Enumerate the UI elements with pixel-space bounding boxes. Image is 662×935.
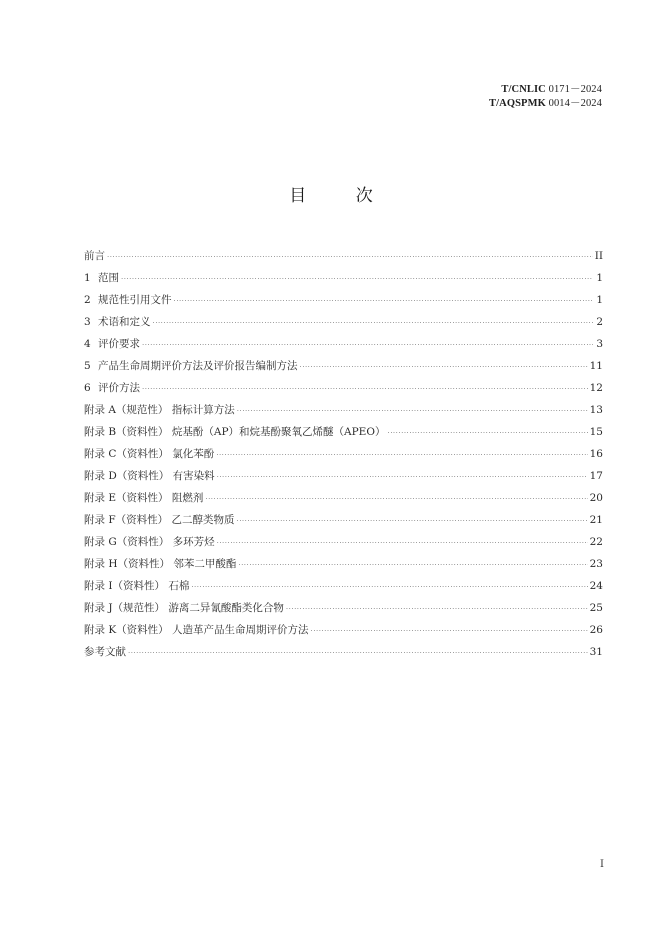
- toc-entry[interactable]: [84, 377, 603, 399]
- toc-entry-label: 评价方法: [98, 382, 140, 394]
- toc-entry-page: 1: [596, 272, 603, 284]
- toc-entry-label: 前言: [84, 250, 105, 262]
- toc-entry-label: 产品生命周期评价方法及评价报告编制方法: [98, 360, 298, 372]
- toc-entry-number: 3: [84, 316, 91, 328]
- toc-entry[interactable]: [84, 619, 603, 641]
- toc-entry-label: 附录 A（规范性） 指标计算方法: [84, 404, 235, 416]
- toc-entry-number: 1: [84, 272, 91, 284]
- toc-entry-label: 附录 F（资料性） 乙二醇类物质: [84, 514, 235, 526]
- toc-entry-number: 5: [84, 360, 91, 372]
- toc-entry-label: 术语和定义: [98, 316, 151, 328]
- toc-entry[interactable]: [84, 311, 603, 333]
- table-of-contents: [84, 245, 603, 663]
- toc-entry-page: 12: [589, 382, 603, 394]
- toc-entry-page: 26: [589, 624, 603, 636]
- toc-entry-page: 21: [589, 514, 603, 526]
- toc-entry-number: 4: [84, 338, 91, 350]
- toc-entry-page: 13: [589, 404, 603, 416]
- toc-entry-page: 20: [589, 492, 603, 504]
- toc-entry[interactable]: [84, 553, 603, 575]
- toc-entry-page: II: [594, 250, 603, 262]
- toc-entry-page: 24: [589, 580, 603, 592]
- toc-entry[interactable]: [84, 399, 603, 421]
- toc-entry-label: 附录 G（资料性） 多环芳烃: [84, 536, 215, 548]
- toc-entry[interactable]: [84, 487, 603, 509]
- toc-leader-dots: [153, 312, 594, 334]
- toc-entry-label: 附录 K（资料性） 人造革产品生命周期评价方法: [84, 624, 309, 636]
- toc-entry-label: 附录 D（资料性） 有害染料: [84, 470, 215, 482]
- toc-entry-label: 附录 H（资料性） 邻苯二甲酸酯: [84, 558, 237, 570]
- toc-leader-dots: [174, 290, 594, 312]
- toc-leader-dots: [191, 576, 587, 598]
- toc-entry[interactable]: [84, 597, 603, 619]
- toc-entry-label: 附录 B（资料性） 烷基酚（AP）和烷基酚聚氧乙烯醚（APEO）: [84, 426, 386, 438]
- toc-entry[interactable]: [84, 245, 603, 267]
- page-title: 目 次: [289, 186, 395, 206]
- toc-entry-label: 范围: [98, 272, 119, 284]
- toc-entry[interactable]: [84, 443, 603, 465]
- toc-leader-dots: [236, 510, 587, 532]
- toc-leader-dots: [121, 268, 593, 290]
- toc-entry-label: 附录 J（规范性） 游离二异氰酸酯类化合物: [84, 602, 284, 614]
- page-number: I: [600, 859, 604, 870]
- toc-leader-dots: [107, 246, 593, 268]
- toc-leader-dots: [217, 532, 588, 554]
- toc-entry-page: 22: [589, 536, 603, 548]
- toc-entry-page: 17: [589, 470, 603, 482]
- toc-entry-page: 3: [596, 338, 603, 350]
- toc-entry-page: 16: [589, 448, 603, 460]
- toc-entry[interactable]: [84, 289, 603, 311]
- toc-leader-dots: [286, 598, 588, 620]
- toc-entry[interactable]: [84, 421, 603, 443]
- toc-entry-page: 11: [589, 360, 603, 372]
- toc-leader-dots: [216, 444, 587, 466]
- toc-entry-label: 附录 E（资料性） 阻燃剂: [84, 492, 204, 504]
- toc-entry-page: 31: [589, 646, 603, 658]
- toc-entry-page: 25: [589, 602, 603, 614]
- toc-leader-dots: [300, 356, 588, 378]
- standard-code: T/CNLIC 0171－2024: [501, 84, 602, 95]
- toc-leader-dots: [238, 554, 587, 576]
- toc-leader-dots: [205, 488, 587, 510]
- toc-leader-dots: [142, 334, 593, 356]
- toc-entry[interactable]: [84, 641, 603, 663]
- toc-entry-label: 规范性引用文件: [98, 294, 172, 306]
- toc-leader-dots: [387, 422, 587, 444]
- toc-leader-dots: [237, 400, 588, 422]
- toc-entry-label: 附录 C（资料性） 氯化苯酚: [84, 448, 215, 460]
- toc-entry[interactable]: [84, 465, 603, 487]
- toc-entry-page: 1: [596, 294, 603, 306]
- toc-entry-label: 参考文献: [84, 646, 126, 658]
- toc-entry-number: 2: [84, 294, 91, 306]
- toc-entry[interactable]: [84, 333, 603, 355]
- toc-entry[interactable]: [84, 267, 603, 289]
- toc-entry[interactable]: [84, 531, 603, 553]
- toc-leader-dots: [311, 620, 588, 642]
- toc-leader-dots: [217, 466, 588, 488]
- standard-code: T/AQSPMK 0014－2024: [489, 98, 602, 109]
- toc-entry[interactable]: [84, 575, 603, 597]
- toc-entry-label: 评价要求: [98, 338, 140, 350]
- toc-leader-dots: [128, 642, 588, 664]
- toc-entry-page: 2: [596, 316, 603, 328]
- standard-codes: [489, 83, 602, 111]
- toc-entry-page: 23: [589, 558, 603, 570]
- toc-entry-label: 附录 I（资料性） 石棉: [84, 580, 190, 592]
- toc-entry[interactable]: [84, 355, 603, 377]
- toc-leader-dots: [142, 378, 588, 400]
- toc-entry-number: 6: [84, 382, 91, 394]
- toc-entry[interactable]: [84, 509, 603, 531]
- toc-entry-page: 15: [589, 426, 603, 438]
